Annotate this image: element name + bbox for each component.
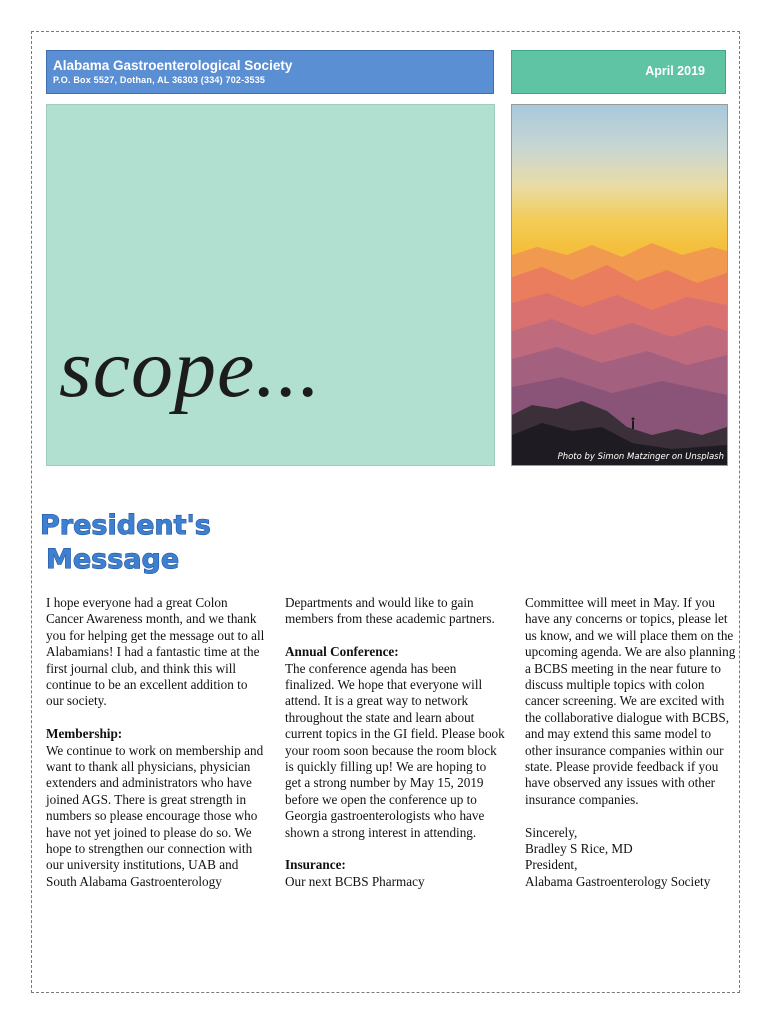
signer-title: President,: [525, 857, 578, 873]
insurance-section: [285, 857, 505, 890]
insurance-text: Our next BCBS Pharmacy: [285, 873, 425, 889]
hero-panel: [46, 104, 495, 466]
conference-section: [285, 644, 505, 841]
heading-line-2: Message: [46, 544, 180, 575]
insurance-heading: Insurance:: [285, 857, 346, 873]
cover-photo: [511, 104, 728, 466]
membership-text: We continue to work on membership and want to thank all physicians, physician extenders and administrators who have joined AGS. There is great strength in numbers so please encourage those who have not yet joined to please do so. We hope to strengthen our connection with our university institutions, UAB and South Alabama Gastroenterology: [46, 742, 264, 889]
conference-text: The conference agenda has been finalized. We hope that everyone will attend. It is a great way to network throughout the state and learn about current topics in the GI field. Please book your room soon because the room block is quickly filling up! We are hoping to get a strong number by May 15, 2019 before we open the conference up to Georgia gastroenterologists who have shown a strong interest in attending.: [285, 660, 505, 840]
membership-heading: Membership:: [46, 726, 123, 742]
issue-date: [511, 50, 726, 94]
article-column-2: [285, 595, 505, 907]
photo-credit: Photo by Simon Matzinger on Unsplash: [557, 452, 724, 462]
membership-section: [46, 726, 266, 890]
signer-name: Bradley S Rice, MD: [525, 841, 633, 857]
issue-date-text: April 2019: [645, 64, 705, 78]
departments-paragraph: Departments and would like to gain members from these academic partners.: [285, 595, 495, 627]
article-column-1: [46, 595, 266, 907]
heading-line-1: President's: [40, 510, 211, 541]
intro-paragraph: I hope everyone had a great Colon Cancer Awareness month, and we thank you for helping get the message out to all Alabamians! I had a fantastic time at the first journal club, and think this will continue to be an excellent addition to our society.: [46, 595, 265, 709]
newsletter-title: scope...: [59, 322, 322, 415]
committee-paragraph: Committee will meet in May. If you have any concerns or topics, please let us know, and we will place them on the upcoming agenda. We are also planning a BCBS meeting in the near future to discuss multiple topics with colon cancer screening. We are excited with the collaborative dialogue with BCBS, and may extend this same model to other insurance companies within our state. Please provide feedback if you have observed any issues with other insurance companies.: [525, 595, 736, 807]
organization-address: P.O. Box 5527, Dothan, AL 36303 (334) 702-3535: [53, 75, 266, 85]
masthead-banner: [46, 50, 494, 94]
section-heading: [38, 506, 238, 586]
conference-heading: Annual Conference:: [285, 644, 399, 660]
signature-block: [525, 825, 737, 891]
presidents-message-heading: [38, 506, 238, 586]
article-column-3: [525, 595, 737, 907]
organization-name: Alabama Gastroenterological Society: [53, 58, 293, 73]
signer-organization: Alabama Gastroenterology Society: [525, 873, 711, 889]
mountain-sunset-image: [512, 105, 727, 465]
closing: Sincerely,: [525, 824, 578, 840]
